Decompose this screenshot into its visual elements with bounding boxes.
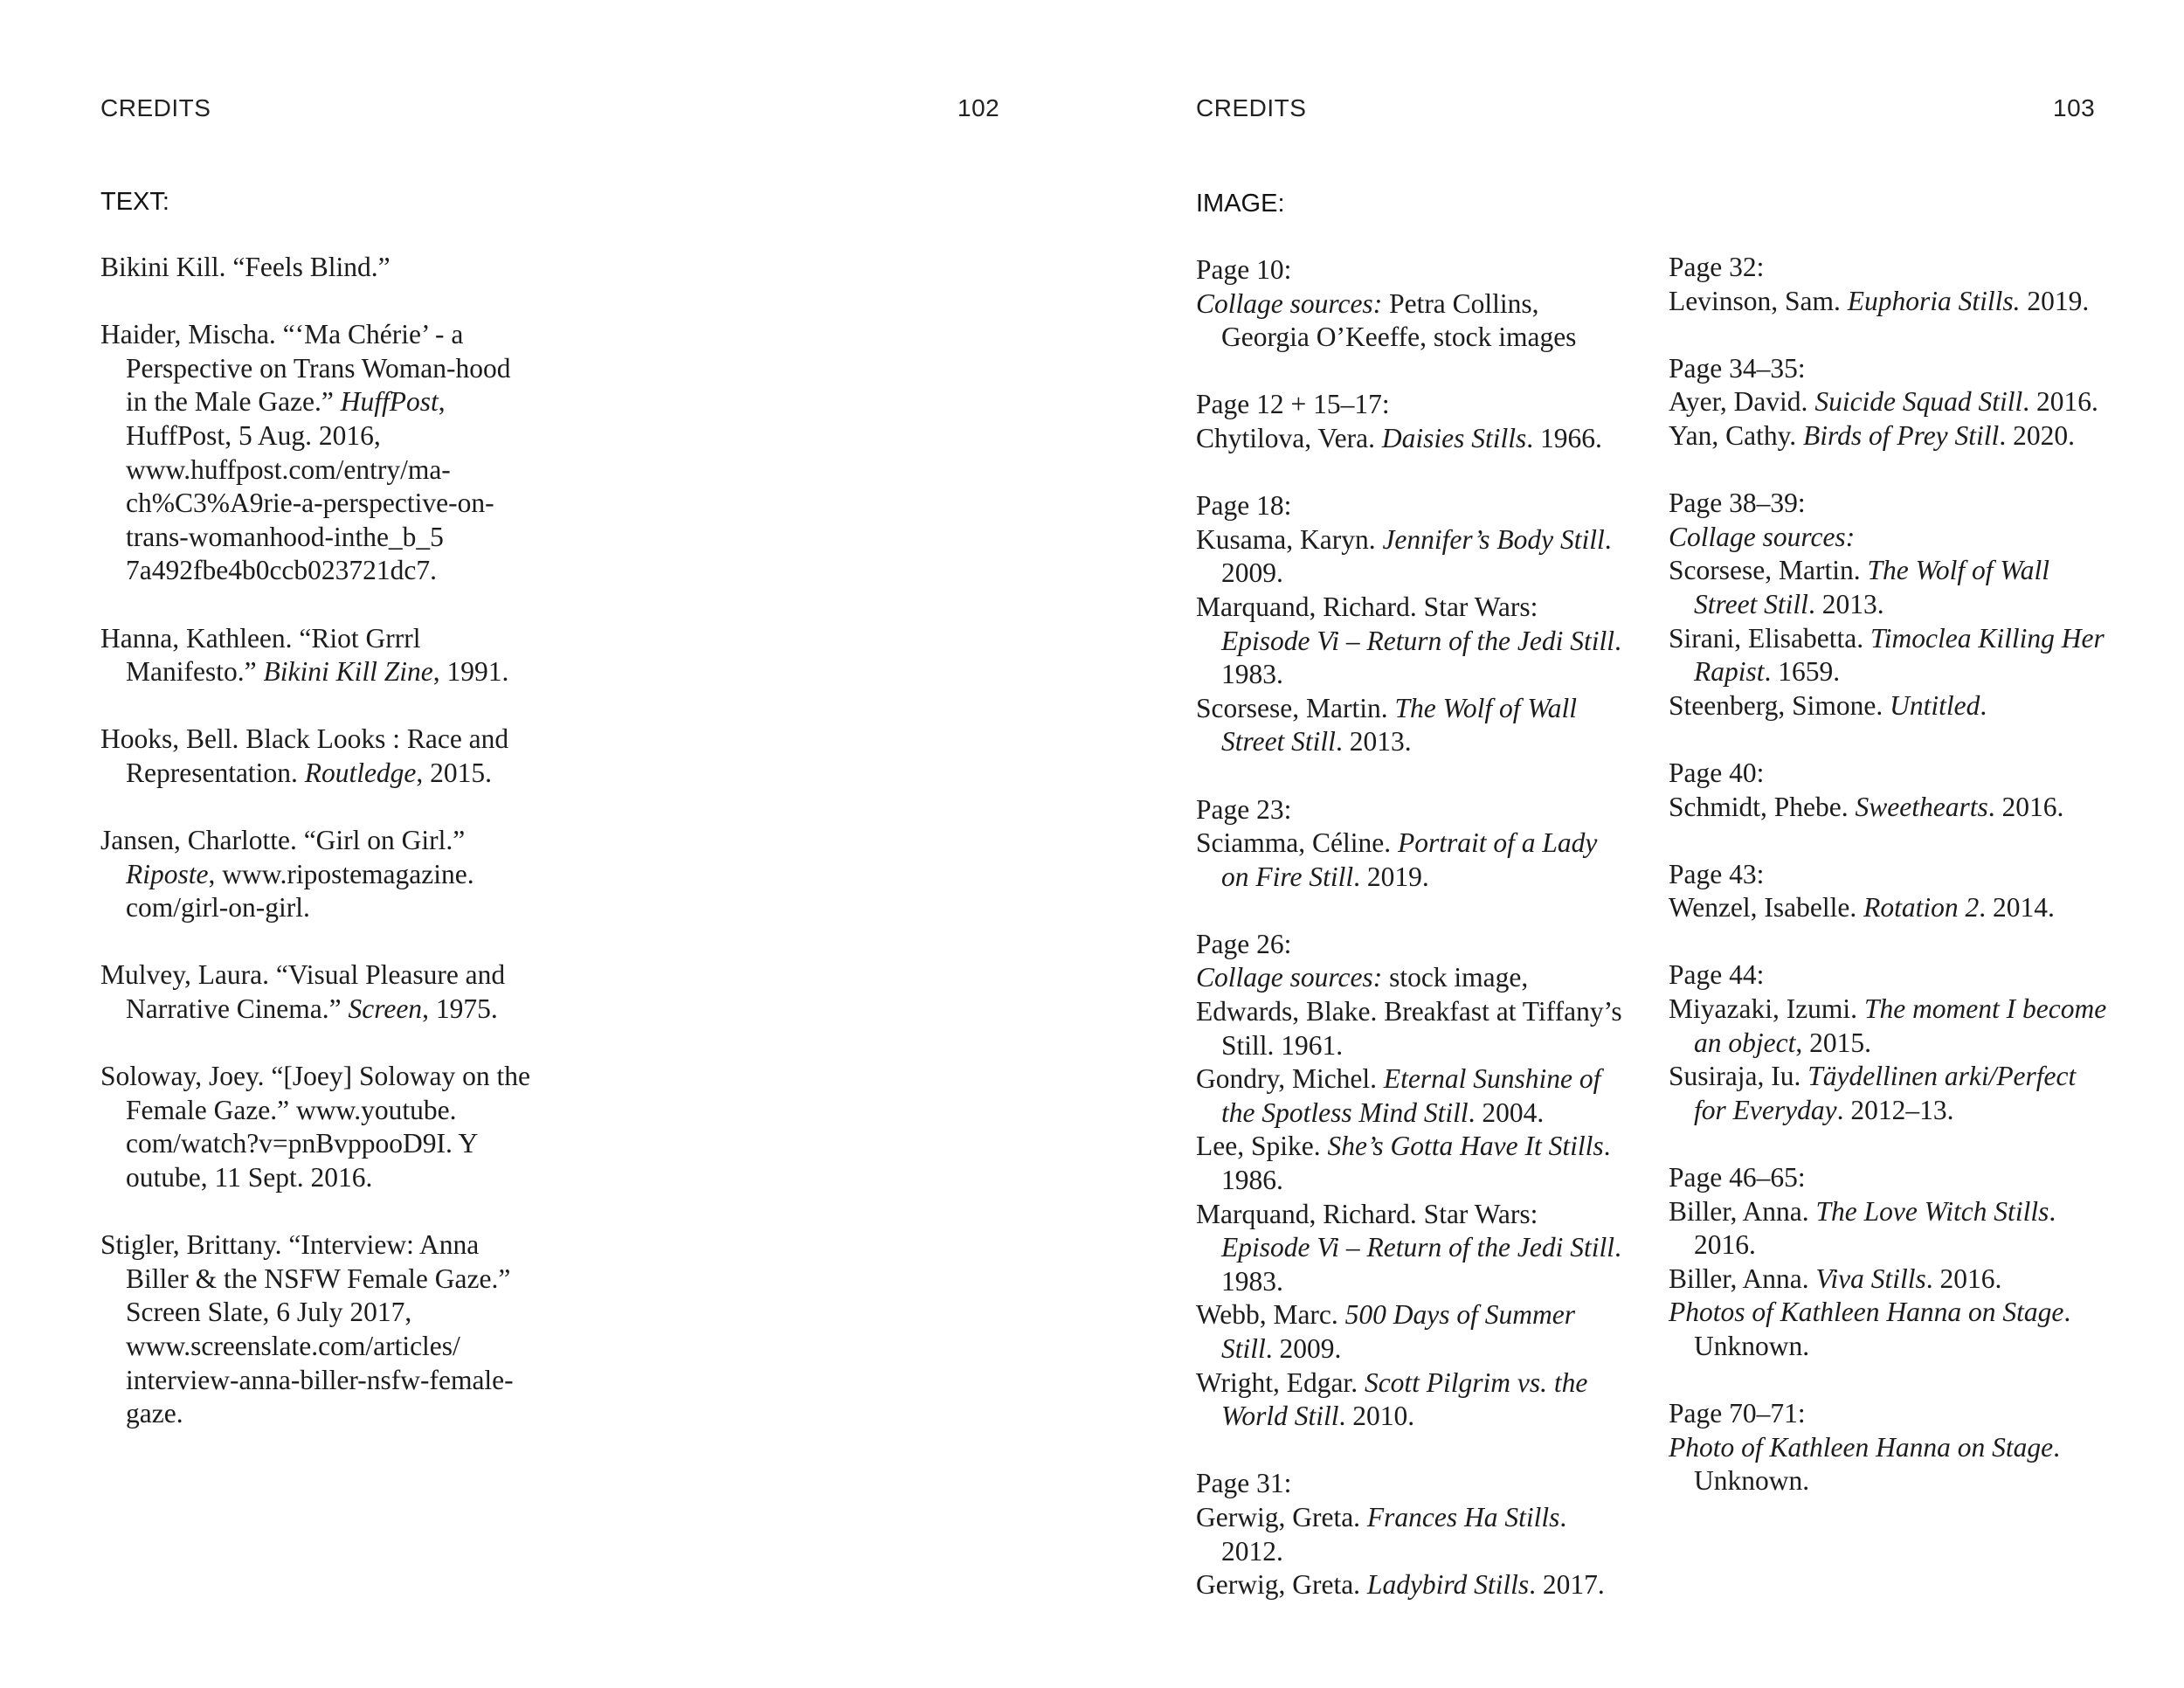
- credit-text: . 2009.: [1221, 523, 1612, 589]
- credit-text: . 1986.: [1221, 1131, 1611, 1196]
- credit-text: . 1966.: [1526, 422, 1602, 453]
- credit-title: Birds of Prey Still: [1803, 419, 2000, 451]
- credit-line: [1196, 1130, 1631, 1197]
- credit-text: . 2014.: [1979, 892, 2055, 924]
- credit-text: Wenzel, Isabelle.: [1669, 892, 1864, 924]
- image-credit-group: [1196, 1467, 1631, 1602]
- credit-text: . 2020.: [1999, 419, 2075, 451]
- right-running-header: CREDITS: [1196, 94, 1307, 121]
- image-credit-group: [1196, 489, 1631, 759]
- image-credit-group: [1196, 253, 1631, 355]
- credit-line: [1669, 419, 2112, 453]
- credit-text: . 2013.: [1807, 588, 1884, 619]
- credit-text: Chytilova, Vera.: [1196, 422, 1382, 453]
- text-credits-list: [100, 251, 536, 1431]
- credit-title: Euphoria Stills.: [1847, 285, 2021, 316]
- credit-text: . 2009.: [1265, 1333, 1342, 1364]
- image-credit-group: [1669, 757, 2112, 824]
- credit-title: Scott Pilgrim vs. the World Still: [1221, 1366, 1588, 1432]
- credit-line: [1196, 287, 1631, 355]
- entry-title: HuffPost: [340, 386, 439, 418]
- credit-text: Sirani, Elisabetta.: [1669, 622, 1870, 654]
- credit-text: 2019.: [2020, 285, 2090, 316]
- credit-line: [1669, 1263, 2112, 1297]
- credit-title: Eternal Sunshine of the Spotless Mind Still: [1221, 1063, 1601, 1128]
- credit-text: . 1983.: [1221, 625, 1621, 690]
- left-page-number: 102: [957, 94, 1000, 121]
- entry-text: , HuffPost, 5 Aug. 2016, www.huffpost.com/entry/ma-ch%C3%A9rie-a-perspective-on-trans-womanhood-inthe_b_5 7a492fbe4b0ccb023721dc7.: [126, 386, 494, 586]
- credit-line: [1196, 1568, 1631, 1602]
- page-reference: Page 70–71:: [1669, 1398, 1806, 1429]
- credit-text: .: [1980, 689, 1987, 721]
- image-credit-group: [1669, 352, 2112, 453]
- text-credit-entry: [100, 723, 536, 790]
- credit-text: Petra Collins, Georgia O’Keeffe, stock images: [1221, 287, 1577, 353]
- credit-title: Photo of Kathleen Hanna on Stage: [1669, 1431, 2054, 1463]
- entry-title: Routledge: [304, 757, 417, 788]
- credit-line: [1669, 385, 2112, 419]
- page-reference: Page 40:: [1669, 757, 1765, 788]
- credit-title: Timoclea Killing Her Rapist: [1694, 622, 2105, 688]
- credit-text: Marquand, Richard. Star Wars:: [1196, 1198, 1538, 1229]
- entry-text: Mulvey, Laura. “Visual Pleasure and Narrative Cinema.”: [100, 959, 506, 1025]
- credit-text: Gerwig, Greta.: [1196, 1569, 1367, 1601]
- text-credit-entry: [100, 958, 536, 1026]
- page-reference: Page 44:: [1669, 959, 1765, 991]
- credit-text: , 2015.: [1795, 1027, 1871, 1058]
- image-credit-group: [1196, 388, 1631, 455]
- text-section-label: TEXT:: [100, 188, 169, 216]
- text-credit-entry: [100, 318, 536, 588]
- page-reference: Page 23:: [1196, 793, 1292, 825]
- image-credit-group: [1196, 793, 1631, 895]
- credit-title: 500 Days of Summer Still: [1221, 1299, 1576, 1364]
- entry-text: Haider, Mischa. “‘Ma Chérie’ - a Perspective on Trans Woman-hood in the Male Gaze.”: [100, 319, 511, 418]
- credit-text: . 2019.: [1353, 861, 1429, 892]
- credit-line: [1669, 1060, 2112, 1127]
- page-reference: Page 38–39:: [1669, 488, 1806, 519]
- page-reference: Page 10:: [1196, 254, 1292, 285]
- text-credit-entry: [100, 1228, 536, 1431]
- credit-text: . 2012–13.: [1836, 1094, 1954, 1125]
- credit-title: Ladybird Stills: [1366, 1569, 1530, 1601]
- credit-line: [1196, 827, 1631, 894]
- credit-text: Levinson, Sam.: [1669, 285, 1848, 316]
- credit-text: Sciamma, Céline.: [1196, 827, 1398, 859]
- credit-text: Webb, Marc.: [1196, 1299, 1345, 1331]
- credit-line: [1196, 692, 1631, 759]
- credit-text: Scorsese, Martin.: [1196, 692, 1395, 723]
- credit-text: Schmidt, Phebe.: [1669, 791, 1856, 822]
- credit-text: Ayer, David.: [1669, 386, 1815, 418]
- entry-text: Hanna, Kathleen. “Riot Grrrl Manifesto.”: [100, 622, 421, 688]
- text-credit-entry: [100, 824, 536, 925]
- credit-line: [1196, 422, 1631, 456]
- credit-title: Suicide Squad Still: [1814, 386, 2023, 418]
- credit-title: The Love Witch Stills: [1815, 1195, 2049, 1227]
- image-credit-group: [1196, 928, 1631, 1434]
- credit-text: Biller, Anna.: [1669, 1263, 1816, 1294]
- credit-line: [1196, 1198, 1631, 1299]
- credit-text: Steenberg, Simone.: [1669, 689, 1890, 721]
- credit-text: . 2013.: [1335, 726, 1412, 758]
- page-reference: Page 26:: [1196, 928, 1292, 959]
- entry-title: Screen: [348, 993, 423, 1025]
- credit-line: [1669, 1195, 2112, 1263]
- image-credit-group: [1669, 487, 2112, 723]
- entry-text: Hooks, Bell. Black Looks : Race and Representation.: [100, 723, 509, 788]
- credit-title: Frances Ha Stills: [1366, 1501, 1560, 1532]
- credit-text: Lee, Spike.: [1196, 1131, 1328, 1162]
- credit-line: [1669, 521, 2112, 555]
- credit-text: . 2004.: [1468, 1097, 1545, 1128]
- credit-line: [1196, 1062, 1631, 1130]
- credit-text: Gondry, Michel.: [1196, 1063, 1384, 1095]
- credit-text: Wright, Edgar.: [1196, 1366, 1365, 1398]
- credit-text: . 2016.: [1694, 1195, 2056, 1261]
- text-credit-entry: [100, 622, 536, 689]
- page-reference: Page 12 + 15–17:: [1196, 389, 1390, 420]
- image-credit-group: [1669, 958, 2112, 1127]
- entry-title: Riposte: [126, 858, 209, 889]
- right-page-number: 103: [2053, 94, 2096, 121]
- credit-text: . 2016.: [1987, 791, 2064, 822]
- credit-text: . Unknown.: [1694, 1297, 2071, 1361]
- credit-title: Portrait of a Lady on Fire Still: [1221, 827, 1598, 892]
- credit-title: Täydellinen arki/Perfect for Everyday: [1694, 1061, 2077, 1125]
- text-credit-entry: [100, 251, 536, 285]
- credit-line: [1669, 993, 2112, 1060]
- credit-text: . 1983.: [1221, 1232, 1621, 1297]
- credit-line: [1196, 995, 1631, 1062]
- credit-line: [1196, 1501, 1631, 1568]
- credit-line: [1669, 1296, 2112, 1363]
- credit-line: [1669, 891, 2112, 925]
- credit-title: Episode Vi – Return of the Jedi Still: [1221, 625, 1614, 656]
- credit-title: The moment I become an object: [1694, 993, 2107, 1058]
- credit-title: Viva Stills: [1815, 1263, 1926, 1294]
- credit-line: [1669, 791, 2112, 825]
- image-credit-group: [1669, 251, 2112, 318]
- credit-text: Gerwig, Greta.: [1196, 1501, 1367, 1532]
- page-reference: Page 32:: [1669, 252, 1765, 282]
- page-reference: Page 18:: [1196, 490, 1292, 522]
- credit-title: Episode Vi – Return of the Jedi Still: [1221, 1232, 1614, 1263]
- image-credits-column-2: [1669, 251, 2112, 1498]
- entry-text: Jansen, Charlotte. “Girl on Girl.”: [100, 825, 466, 856]
- credit-text: . 2010.: [1338, 1401, 1415, 1432]
- credit-title: Collage sources:: [1669, 521, 1856, 552]
- entry-text: Bikini Kill. “Feels Blind.”: [100, 252, 390, 282]
- credit-text: . 2017.: [1529, 1569, 1605, 1601]
- credit-text: Kusama, Karyn.: [1196, 523, 1383, 555]
- credit-line: [1669, 622, 2112, 689]
- image-credit-group: [1669, 858, 2112, 925]
- page-reference: Page 31:: [1196, 1468, 1292, 1499]
- credit-text: Susiraja, Iu.: [1669, 1061, 1808, 1092]
- page-reference: Page 43:: [1669, 858, 1765, 889]
- image-credit-group: [1669, 1161, 2112, 1364]
- credit-text: . 2016.: [2022, 386, 2098, 418]
- page-reference: Page 34–35:: [1669, 352, 1806, 384]
- entry-text: , www.ripostemagazine. com/girl-on-girl.: [126, 858, 474, 924]
- credit-title: Collage sources:: [1196, 287, 1383, 319]
- credit-text: . 1659.: [1764, 656, 1841, 688]
- left-running-header: CREDITS: [100, 94, 211, 121]
- credit-text: Yan, Cathy.: [1669, 419, 1804, 451]
- image-credit-group: [1669, 1397, 2112, 1498]
- credit-line: [1196, 1366, 1631, 1434]
- credit-line: [1669, 285, 2112, 319]
- credit-title: Collage sources:: [1196, 962, 1383, 993]
- entry-text: , 2015.: [416, 757, 493, 788]
- credit-title: She’s Gotta Have It Stills: [1327, 1131, 1604, 1162]
- credit-title: Jennifer’s Body Still: [1382, 523, 1605, 555]
- entry-text: , 1975.: [422, 993, 498, 1025]
- entry-text: Stigler, Brittany. “Interview: Anna Biller & the NSFW Female Gaze.” Screen Slate, 6 July 2017, www.screenslate.com/articles/ interview-anna-biller-nsfw-female-gaze.: [100, 1229, 514, 1429]
- entry-text: Soloway, Joey. “[Joey] Soloway on the Female Gaze.” www.youtube. com/watch?v=pnBvppooD9I. Y outube, 11 Sept. 2016.: [100, 1061, 530, 1193]
- credit-text: . 2012.: [1221, 1501, 1567, 1567]
- credit-line: [1669, 554, 2112, 621]
- credit-title: Untitled: [1890, 689, 1980, 721]
- credit-title: Daisies Stills: [1381, 422, 1527, 453]
- credit-text: Biller, Anna.: [1669, 1195, 1816, 1227]
- credit-line: [1669, 689, 2112, 723]
- image-section-label: IMAGE:: [1196, 190, 1285, 218]
- credit-text: Scorsese, Martin.: [1669, 555, 1868, 586]
- image-credits-column-1: [1196, 253, 1631, 1602]
- credit-line: [1196, 523, 1631, 591]
- credit-title: Rotation 2: [1863, 892, 1980, 924]
- credit-text: Miyazaki, Izumi.: [1669, 993, 1864, 1025]
- credit-title: The Wolf of Wall Street Still: [1221, 692, 1578, 758]
- page-reference: Page 46–65:: [1669, 1162, 1806, 1193]
- credit-title: Sweethearts: [1855, 791, 1988, 822]
- credit-line: [1196, 1298, 1631, 1366]
- credit-text: stock image,: [1382, 962, 1529, 993]
- entry-text: , 1991.: [432, 656, 509, 688]
- credit-text: Edwards, Blake. Breakfast at Tiffany’s Still. 1961.: [1196, 996, 1622, 1061]
- credit-text: . 2016.: [1925, 1263, 2002, 1294]
- credit-text: Marquand, Richard. Star Wars:: [1196, 591, 1538, 622]
- credit-line: [1669, 1431, 2112, 1498]
- text-credit-entry: [100, 1060, 536, 1194]
- credit-text: . Unknown.: [1694, 1431, 2060, 1497]
- credit-title: Photos of Kathleen Hanna on Stage: [1669, 1297, 2064, 1328]
- entry-title: Bikini Kill Zine: [263, 656, 433, 688]
- credit-line: [1196, 591, 1631, 692]
- credit-title: The Wolf of Wall Street Still: [1694, 555, 2050, 619]
- credit-line: [1196, 961, 1631, 995]
